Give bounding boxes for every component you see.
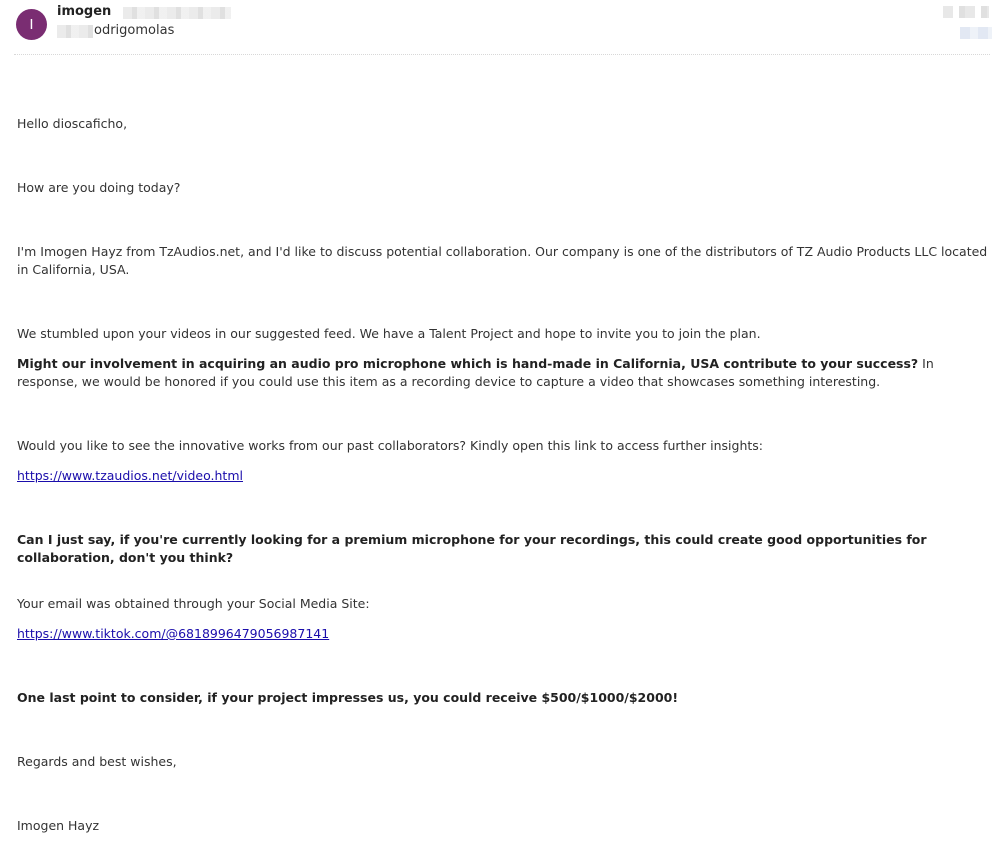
recipient-address: odrigomolas bbox=[94, 23, 175, 38]
microphone-question-paragraph bbox=[17, 355, 992, 391]
talent-project-paragraph: We stumbled upon your videos in our suggested feed. We have a Talent Project and hope to invite you to join the plan. bbox=[17, 326, 761, 341]
video-link-line bbox=[17, 467, 992, 485]
past-works-paragraph: Would you like to see the innovative works from our past collaborators? Kindly open this link to access further insights: bbox=[17, 438, 764, 453]
recipient-redacted bbox=[57, 25, 93, 38]
microphone-question-bold: Might our involvement in acquiring an audio pro microphone which is hand-made in California, USA contribute to your success? bbox=[17, 356, 919, 371]
sender-name[interactable]: imogen bbox=[57, 4, 112, 19]
email-header bbox=[0, 0, 995, 54]
sender-avatar[interactable]: I bbox=[16, 9, 47, 40]
microphone-question-rest: In response, we would be honored if you could use this item as a recording device to capture a video that showcases something interesting. bbox=[17, 356, 934, 389]
tiktok-link-line bbox=[17, 625, 992, 643]
sender-email-redacted bbox=[123, 7, 231, 19]
last-point-paragraph: One last point to consider, if your project impresses us, you could receive $500/$1000/$2000! bbox=[17, 690, 679, 705]
signature-text: Imogen Hayz bbox=[17, 818, 100, 833]
tiktok-link[interactable]: https://www.tiktok.com/@6818996479056987141 bbox=[17, 626, 330, 641]
email-obtained-paragraph: Your email was obtained through your Social Media Site: bbox=[17, 596, 370, 611]
premium-question-paragraph: Can I just say, if you're currently looking for a premium microphone for your recordings, this could create good opportunities for collaboration, don't you think? bbox=[17, 532, 927, 565]
intro-paragraph: I'm Imogen Hayz from TzAudios.net, and I'd like to discuss potential collaboration. Our company is one of the distributors of TZ Audio Products LLC located in California, USA. bbox=[17, 244, 988, 277]
actions-redacted[interactable] bbox=[960, 27, 992, 39]
regards-text: Regards and best wishes, bbox=[17, 754, 177, 769]
date-redacted bbox=[943, 6, 989, 18]
video-link[interactable]: https://www.tzaudios.net/video.html bbox=[17, 468, 243, 483]
header-divider bbox=[14, 54, 990, 55]
greeting-text: Hello dioscaficho, bbox=[17, 116, 128, 131]
how-are-you-text: How are you doing today? bbox=[17, 180, 181, 195]
